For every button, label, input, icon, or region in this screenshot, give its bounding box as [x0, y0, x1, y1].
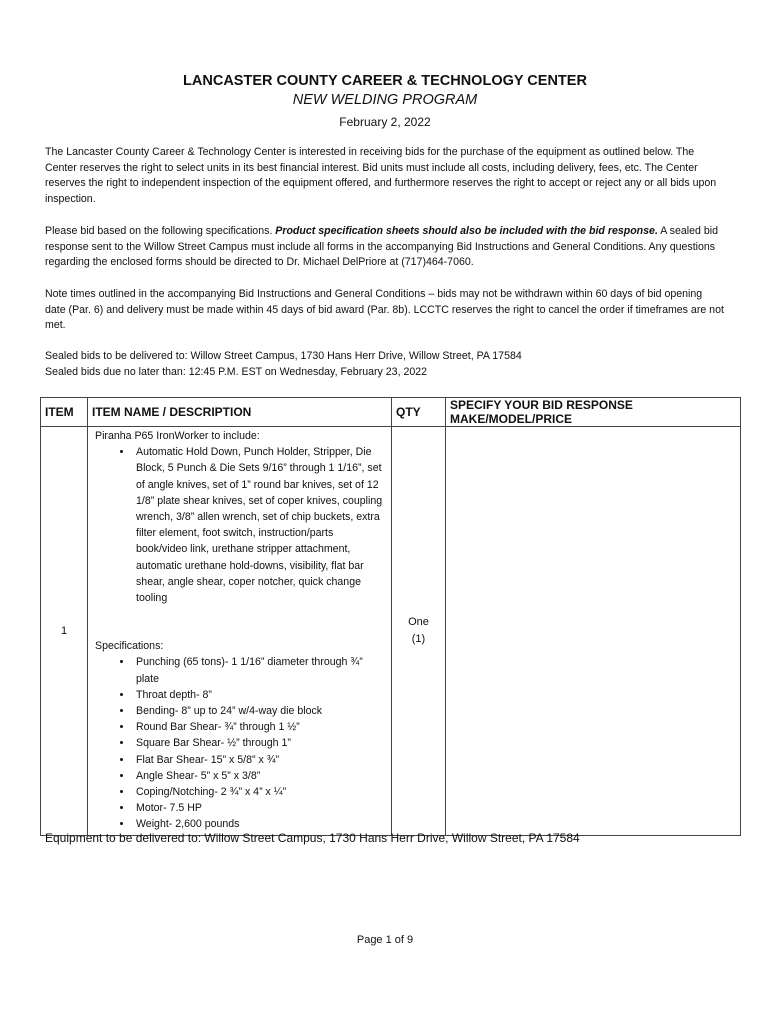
includes-list: [95, 444, 387, 606]
specifications-list: [95, 654, 387, 832]
list-item: • Motor- 7.5 HP: [133, 800, 387, 816]
sealed-delivered-to: Sealed bids to be delivered to: Willow Street Campus, 1730 Hans Herr Drive, Willow Street, PA 17584: [45, 350, 522, 362]
note-paragraph: Note times outlined in the accompanying Bid Instructions and General Conditions – bids may not be withdrawn within 60 days of bid opening date (Par. 6) and delivery must be made within 45 days of bid award (Par. 8b). LCCTC reserves the right to cancel the order if timeframes are not met.: [45, 288, 724, 332]
list-item: • Round Bar Shear- ¾” through 1 ½”: [133, 719, 387, 735]
spec-lead: Please bid based on the following specifications.: [45, 225, 276, 237]
page-number: Page 1 of 9: [356, 934, 414, 946]
list-item: • Bending- 8” up to 24” w/4-way die block: [133, 703, 387, 719]
product-name: Piranha P65 IronWorker to include:: [95, 430, 260, 442]
header-name: ITEM NAME / DESCRIPTION: [88, 398, 392, 427]
bid-response-field[interactable]: [446, 427, 741, 836]
delivery-statement: Equipment to be delivered to: Willow Street Campus, 1730 Hans Herr Drive, Willow Street, PA 17584: [45, 831, 580, 845]
list-item: • Coping/Notching- 2 ¾” x 4” x ¼”: [133, 784, 387, 800]
table-header-row: [41, 398, 741, 427]
intro-paragraph: The Lancaster County Career & Technology Center is interested in receiving bids for the purchase of the equipment as outlined below. The Center reserves the right to select units in its best financial interest. Bid units must include all costs, including delivery, fees, etc. The Center reserves the right to independent inspection of the equipment offered, and furthermore reserves the right to accept or reject any or all bids upon inspection.: [45, 146, 717, 206]
list-item: • Weight- 2,600 pounds: [133, 816, 387, 832]
list-item: • Square Bar Shear- ½” through 1”: [133, 735, 387, 751]
header-item: ITEM: [41, 398, 88, 427]
document-header: [0, 72, 770, 130]
spec-rest: A sealed bid response sent to the Willow Street Campus must include all forms in the accompanying Bid Instructions and General Conditions. Any questions regarding the enclosed forms should be directed to Dr. Michael DelPriore at (717)464-7060.: [45, 225, 718, 269]
list-item: • Automatic Hold Down, Punch Holder, Stripper, Die Block, 5 Punch & Die Sets 9/16” through 1 1/16”, set of angle knives, set of 1” round bar knives, set of 12 1/8” plate shear knives, set of coper knives, coupling wrench, 3/8” allen wrench, set of chip buckets, extra filter element, foot switch, instruction/parts book/video link, urethane stripper attachment, automatic urethane hold-downs, visibility, flat bar shear, angle shear, coper notcher, quick change tooling: [133, 444, 387, 606]
bid-table: [40, 397, 741, 836]
list-item: • Punching (65 tons)- 1 1/16” diameter through ¾” plate: [133, 654, 387, 686]
quantity-word: One: [408, 615, 429, 628]
header-response: SPECIFY YOUR BID RESPONSE MAKE/MODEL/PRICE: [446, 398, 741, 427]
spec-paragraph: [45, 224, 725, 271]
list-item: • Flat Bar Shear- 15” x 5/8” x ¾”: [133, 752, 387, 768]
sealed-bid-info: [45, 349, 725, 380]
document-subtitle: NEW WELDING PROGRAM: [292, 92, 478, 108]
table-row: [41, 427, 741, 836]
specifications-label: Specifications:: [95, 640, 164, 653]
sealed-due: Sealed bids due no later than: 12:45 P.M. EST on Wednesday, February 23, 2022: [45, 365, 428, 378]
list-item: • Angle Shear- 5” x 5” x 3/8”: [133, 768, 387, 784]
quantity-cell: [392, 427, 446, 836]
document-date: February 2, 2022: [339, 115, 431, 129]
item-description-cell: [88, 427, 392, 836]
spec-emphasis: Product specification sheets should also be included with the bid response.: [275, 225, 658, 237]
list-item: • Throat depth- 8”: [133, 687, 387, 703]
document-title: LANCASTER COUNTY CAREER & TECHNOLOGY CENTER: [183, 73, 587, 89]
quantity-number: (1): [411, 632, 426, 645]
item-number: 1: [41, 427, 88, 836]
header-qty: QTY: [392, 398, 446, 427]
